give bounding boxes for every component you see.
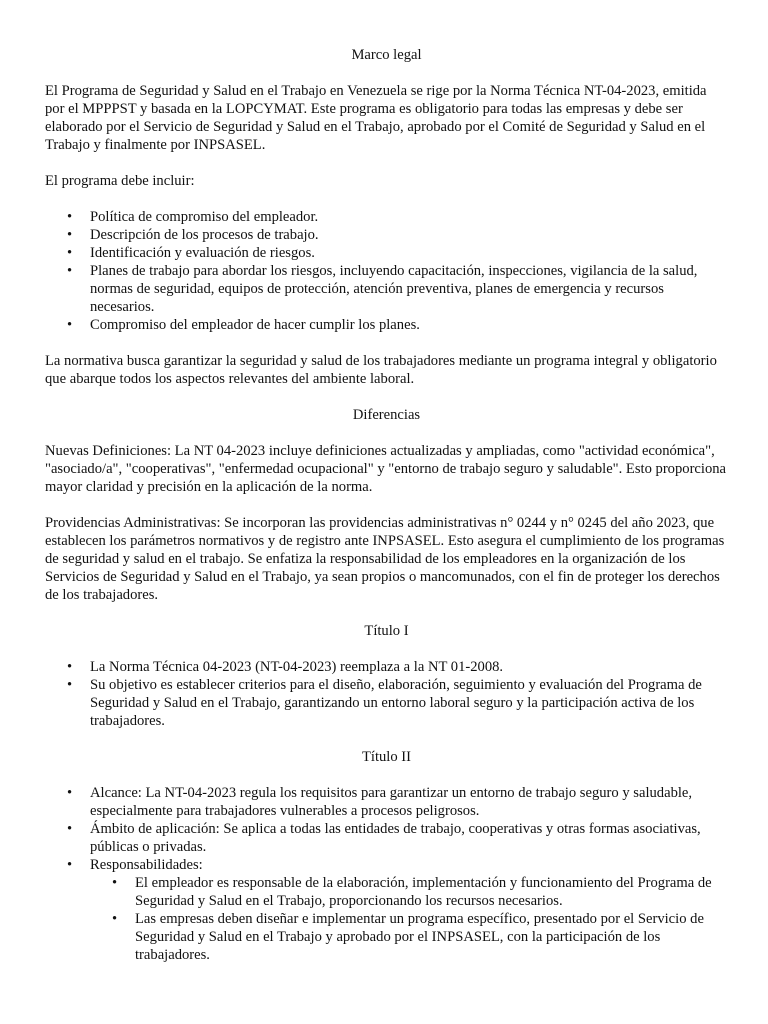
sub-list-item: • Las empresas deben diseñar e implementar un programa específico, presentado por el Servicio de Seguridad y Salud en el Trabajo y aprobado por el INPSASEL, con la participación de los trabajadores.: [135, 910, 728, 964]
list-item: • Compromiso del empleador de hacer cumplir los planes.: [90, 316, 728, 334]
list-item: • Descripción de los procesos de trabajo.: [90, 226, 728, 244]
responsabilidades-sublist: [90, 874, 728, 964]
list-item: • Identificación y evaluación de riesgos.: [90, 244, 728, 262]
list-item: • Ámbito de aplicación: Se aplica a todas las entidades de trabajo, cooperativas y otras formas asociativas, públicas o privadas.: [90, 820, 728, 856]
marco-legal-paragraph-1: El Programa de Seguridad y Salud en el Trabajo en Venezuela se rige por la Norma Técnica NT-04-2023, emitida por el MPPPST y basada en la LOPCYMAT. Este programa es obligatorio para todas las empresas y debe ser elaborado por el Servicio de Seguridad y Salud en el Trabajo, aprobado por el Comité de Seguridad y Salud en el Trabajo y finalmente por INPSASEL.: [45, 83, 707, 153]
sub-list-item: • El empleador es responsable de la elaboración, implementación y funcionamiento del Programa de Seguridad y Salud en el Trabajo, proporcionando los recursos necesarios.: [135, 874, 728, 910]
marco-legal-paragraph-3: La normativa busca garantizar la seguridad y salud de los trabajadores mediante un programa integral y obligatorio que abarque todos los aspectos relevantes del ambiente laboral.: [45, 353, 717, 387]
list-item-responsabilidades: [90, 856, 728, 964]
list-item: • Planes de trabajo para abordar los riesgos, incluyendo capacitación, inspecciones, vigilancia de la salud, normas de seguridad, equipos de protección, atención preventiva, planes de emergencia y recursos necesarios.: [90, 262, 728, 316]
heading-titulo-1: Título I: [364, 623, 409, 639]
list-item: • Política de compromiso del empleador.: [90, 208, 728, 226]
titulo-1-list: [45, 658, 728, 730]
heading-marco-legal: Marco legal: [351, 47, 422, 63]
diferencias-paragraph-1: Nuevas Definiciones: La NT 04-2023 incluye definiciones actualizadas y ampliadas, como "actividad económica", "asociado/a", "cooperativas", "enfermedad ocupacional" y "entorno de trabajo seguro y saludable". Esto proporciona mayor claridad y precisión en la aplicación de la norma.: [45, 443, 727, 495]
diferencias-paragraph-2: Providencias Administrativas: Se incorporan las providencias administrativas n° 0244 y n° 0245 del año 2023, que establecen los parámetros normativos y de registro ante INPSASEL. Esto asegura el cumplimiento de los programas de seguridad y salud en el trabajo. Se enfatiza la responsabilidad de los empleadores en la organización de los Servicios de Seguridad y Salud en el Trabajo, ya sean propios o mancomunados, con el fin de proteger los derechos de los trabajadores.: [45, 515, 725, 603]
marco-legal-paragraph-2: El programa debe incluir:: [45, 173, 195, 189]
responsabilidades-label: Responsabilidades:: [90, 857, 203, 873]
list-item: • La Norma Técnica 04-2023 (NT-04-2023) reemplaza a la NT 01-2008.: [90, 658, 728, 676]
heading-diferencias: Diferencias: [352, 407, 421, 423]
list-item: • Su objetivo es establecer criterios para el diseño, elaboración, seguimiento y evaluación del Programa de Seguridad y Salud en el Trabajo, garantizando un entorno laboral seguro y la participación activa de los trabajadores.: [90, 676, 728, 730]
list-item: • Alcance: La NT-04-2023 regula los requisitos para garantizar un entorno de trabajo seguro y saludable, especialmente para trabajadores vulnerables a procesos peligrosos.: [90, 784, 728, 820]
marco-legal-list: [45, 208, 728, 334]
heading-titulo-2: Título II: [361, 749, 412, 765]
titulo-2-list: [45, 784, 728, 964]
